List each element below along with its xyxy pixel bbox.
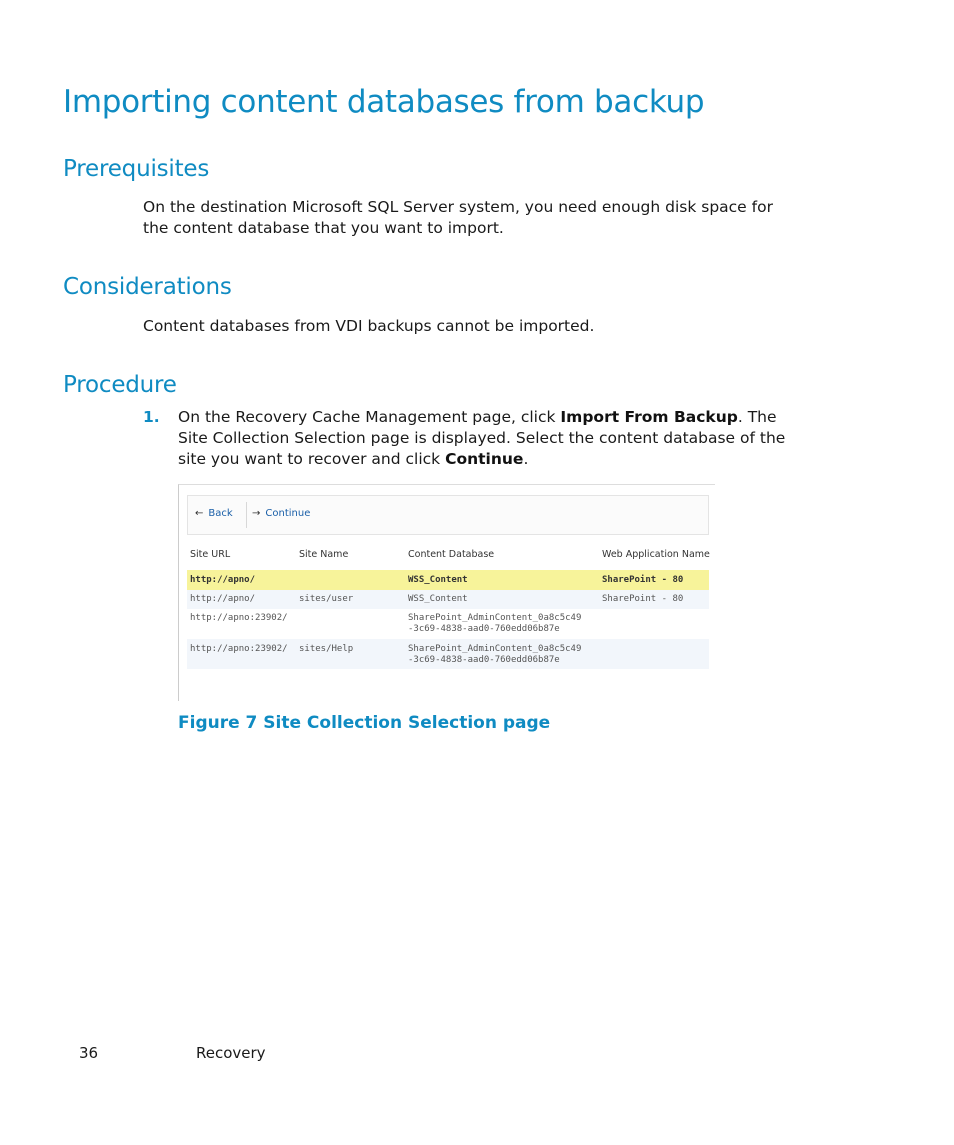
cell-site-url: http://apno:23902/ bbox=[190, 613, 288, 623]
cell-content-database-cont: -3c69-4838-aad0-760edd06b87e bbox=[408, 655, 560, 665]
arrow-left-icon: ← bbox=[195, 508, 204, 519]
heading-procedure: Procedure bbox=[63, 372, 177, 398]
cell-content-database: WSS_Content bbox=[408, 575, 468, 585]
column-header-site-name[interactable]: Site Name bbox=[299, 549, 349, 560]
continue-button[interactable] bbox=[252, 508, 310, 519]
table-row[interactable] bbox=[187, 590, 709, 609]
step-text-a: On the Recovery Cache Management page, click bbox=[178, 408, 561, 426]
heading-considerations: Considerations bbox=[63, 274, 232, 300]
site-collection-screenshot bbox=[178, 484, 715, 701]
step-bold-import: Import From Backup bbox=[560, 408, 738, 426]
cell-site-name: sites/user bbox=[299, 594, 354, 604]
heading-prerequisites: Prerequisites bbox=[63, 156, 210, 182]
column-header-web-application[interactable]: Web Application Name bbox=[602, 549, 710, 560]
table-row[interactable] bbox=[187, 639, 709, 669]
toolbar bbox=[187, 495, 709, 535]
cell-web-application: SharePoint - 80 bbox=[602, 575, 684, 585]
page-title: Importing content databases from backup bbox=[63, 84, 705, 120]
step-number: 1. bbox=[143, 408, 160, 426]
back-button[interactable] bbox=[195, 508, 233, 519]
cell-content-database-cont: -3c69-4838-aad0-760edd06b87e bbox=[408, 624, 560, 634]
prerequisites-text: On the destination Microsoft SQL Server system, you need enough disk space for the content database that you want to import. bbox=[143, 198, 773, 237]
continue-label: Continue bbox=[265, 508, 311, 519]
step-bold-continue: Continue bbox=[445, 450, 524, 468]
toolbar-divider bbox=[246, 502, 247, 528]
cell-content-database: SharePoint_AdminContent_0a8c5c49 bbox=[408, 644, 582, 654]
cell-content-database: WSS_Content bbox=[408, 594, 468, 604]
cell-site-name: sites/Help bbox=[299, 644, 354, 654]
column-header-content-database[interactable]: Content Database bbox=[408, 549, 495, 560]
table-row[interactable] bbox=[187, 570, 709, 590]
step-text-b: . The Site Collection Selection page is displayed. Select the content database of the site you want to recover and click bbox=[178, 408, 786, 468]
back-label: Back bbox=[208, 508, 233, 519]
step-text bbox=[178, 407, 788, 470]
table-row[interactable] bbox=[187, 609, 709, 639]
cell-content-database: SharePoint_AdminContent_0a8c5c49 bbox=[408, 613, 582, 623]
page-number: 36 bbox=[79, 1044, 99, 1062]
cell-site-url: http://apno:23902/ bbox=[190, 644, 288, 654]
column-header-site-url[interactable]: Site URL bbox=[190, 549, 231, 560]
cell-site-url: http://apno/ bbox=[190, 594, 256, 604]
cell-site-url: http://apno/ bbox=[190, 575, 256, 585]
considerations-text: Content databases from VDI backups cannot be imported. bbox=[143, 317, 595, 335]
step-text-c: . bbox=[523, 450, 529, 468]
cell-web-application: SharePoint - 80 bbox=[602, 594, 684, 604]
figure-caption: Figure 7 Site Collection Selection page bbox=[178, 713, 551, 733]
footer-chapter: Recovery bbox=[196, 1044, 266, 1062]
arrow-right-icon: → bbox=[252, 508, 261, 519]
